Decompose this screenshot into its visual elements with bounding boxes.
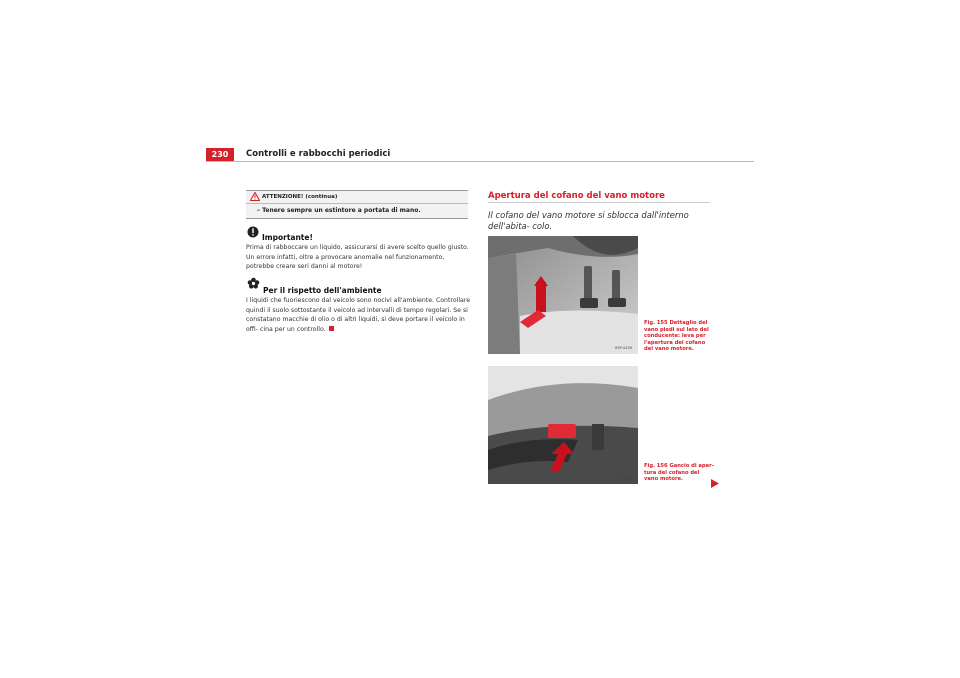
environment-paragraph xyxy=(246,296,474,334)
page-number: 230 xyxy=(206,148,234,162)
figure-155-caption: Fig. 155 Dettaglio del vano piedi sul lato del conducente: leva per l'apertura del cofano del vano motore. xyxy=(644,320,709,353)
figure-155-code: B5P-0439 xyxy=(615,346,632,350)
warning-item: – Tenere sempre un estintore a portata di mano. xyxy=(257,207,421,214)
figure-156-caption: Fig. 156 Gancio di aper- tura del cofano del vano motore. xyxy=(644,463,714,483)
section-heading: Apertura del cofano del vano motore xyxy=(488,191,665,201)
exclamation-circle-icon xyxy=(247,226,259,238)
footwell-illustration xyxy=(488,236,638,354)
heading-rule xyxy=(488,202,710,203)
important-title: Importante! xyxy=(262,233,313,242)
hood-latch-illustration xyxy=(488,366,638,484)
important-text: Prima di rabboccare un liquido, assicurarsi di avere scelto quello giusto. Un errore infatti, oltre a provocare anomalie nel funzionamento, potrebbe creare seri danni al motore! xyxy=(246,244,469,270)
warning-triangle-icon xyxy=(250,192,260,201)
section-intro: Il cofano del vano motore si sblocca dall'interno dell'abita- colo. xyxy=(488,210,689,231)
running-title: Controlli e rabbocchi periodici xyxy=(246,149,391,159)
figure-155-image xyxy=(488,236,638,354)
next-page-arrow-icon xyxy=(711,479,719,488)
environment-text: I liquidi che fuoriescono dal veicolo sono nocivi all'ambiente. Controllare quindi il suolo sottostante il veicolo ad intervalli di tempo regolari. Se si constatano macchie di olio o di altri liquidi, si deve portare il veicolo in offi- cina per un controllo. xyxy=(246,297,471,333)
figure-156-code: B5P-0066 xyxy=(615,476,632,480)
environment-flower-icon xyxy=(247,277,260,290)
warning-title: ATTENZIONE! (continua) xyxy=(262,194,338,200)
figure-156-image xyxy=(488,366,638,484)
environment-title: Per il rispetto dell'ambiente xyxy=(263,286,382,295)
section-end-marker xyxy=(329,326,334,331)
header-rule xyxy=(206,161,754,162)
